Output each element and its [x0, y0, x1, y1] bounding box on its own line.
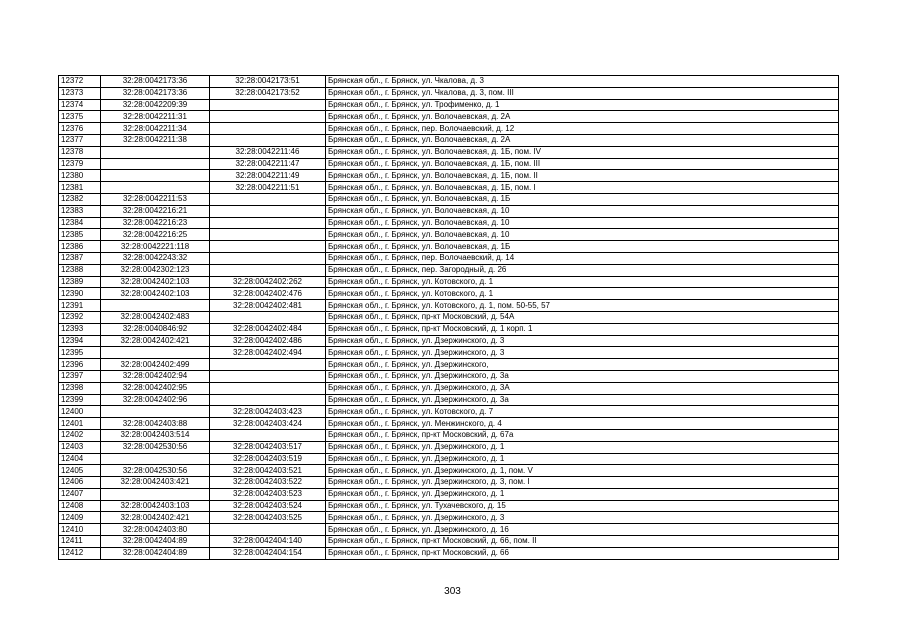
- address-cell: Брянская обл., г. Брянск, ул. Котовского, д. 1, пом. 50-55, 57: [326, 300, 839, 312]
- table-row: [59, 241, 839, 253]
- table-row: [59, 193, 839, 205]
- address-cell: Брянская обл., г. Брянск, ул. Тухачевского, д. 15: [326, 500, 839, 512]
- address-cell: Брянская обл., г. Брянск, ул. Волочаевская, д. 10: [326, 229, 839, 241]
- address-cell: Брянская обл., г. Брянск, ул. Волочаевская, д. 1Б, пом. IV: [326, 146, 839, 158]
- parcel-number-cell: 32:28:0042216:25: [101, 229, 210, 241]
- object-number-cell: 32:28:0042403:524: [210, 500, 326, 512]
- address-cell: Брянская обл., г. Брянск, ул. Дзержинского, д. 1: [326, 453, 839, 465]
- row-number-cell: 12386: [59, 241, 101, 253]
- table-row: [59, 300, 839, 312]
- address-cell: Брянская обл., г. Брянск, пр-кт Московский, д. 54А: [326, 311, 839, 323]
- object-number-cell: 32:28:0042403:423: [210, 406, 326, 418]
- parcel-number-cell: 32:28:0042211:34: [101, 123, 210, 135]
- row-number-cell: 12389: [59, 276, 101, 288]
- object-number-cell: 32:28:0042403:523: [210, 488, 326, 500]
- object-number-cell: 32:28:0042403:519: [210, 453, 326, 465]
- row-number-cell: 12380: [59, 170, 101, 182]
- table-row: [59, 276, 839, 288]
- address-cell: Брянская обл., г. Брянск, ул. Волочаевская, д. 1Б, пом. III: [326, 158, 839, 170]
- table-row: [59, 205, 839, 217]
- row-number-cell: 12385: [59, 229, 101, 241]
- parcel-number-cell: 32:28:0042211:53: [101, 193, 210, 205]
- row-number-cell: 12398: [59, 382, 101, 394]
- table-row: [59, 382, 839, 394]
- parcel-number-cell: 32:28:0042402:103: [101, 288, 210, 300]
- row-number-cell: 12405: [59, 465, 101, 477]
- table-row: [59, 146, 839, 158]
- table-row: [59, 217, 839, 229]
- object-number-cell: [210, 429, 326, 441]
- parcel-number-cell: 32:28:0040846:92: [101, 323, 210, 335]
- parcel-number-cell: 32:28:0042211:38: [101, 134, 210, 146]
- row-number-cell: 12404: [59, 453, 101, 465]
- table-row: [59, 87, 839, 99]
- object-number-cell: [210, 359, 326, 371]
- row-number-cell: 12395: [59, 347, 101, 359]
- table-row: [59, 465, 839, 477]
- object-number-cell: [210, 252, 326, 264]
- address-cell: Брянская обл., г. Брянск, ул. Волочаевская, д. 10: [326, 205, 839, 217]
- parcel-number-cell: 32:28:0042302:123: [101, 264, 210, 276]
- parcel-number-cell: [101, 146, 210, 158]
- row-number-cell: 12393: [59, 323, 101, 335]
- address-cell: Брянская обл., г. Брянск, ул. Дзержинского, д. 3а: [326, 370, 839, 382]
- address-cell: Брянская обл., г. Брянск, ул. Дзержинского, д. 3: [326, 512, 839, 524]
- parcel-number-cell: 32:28:0042402:483: [101, 311, 210, 323]
- row-number-cell: 12397: [59, 370, 101, 382]
- object-number-cell: 32:28:0042403:522: [210, 477, 326, 489]
- object-number-cell: [210, 99, 326, 111]
- object-number-cell: [210, 524, 326, 536]
- row-number-cell: 12400: [59, 406, 101, 418]
- row-number-cell: 12401: [59, 418, 101, 430]
- address-cell: Брянская обл., г. Брянск, ул. Волочаевская, д. 1Б, пом. I: [326, 182, 839, 194]
- parcel-number-cell: [101, 488, 210, 500]
- object-number-cell: 32:28:0042173:52: [210, 87, 326, 99]
- row-number-cell: 12390: [59, 288, 101, 300]
- parcel-number-cell: 32:28:0042403:88: [101, 418, 210, 430]
- parcel-number-cell: [101, 182, 210, 194]
- page-number: 303: [444, 586, 461, 597]
- table-row: [59, 229, 839, 241]
- parcel-number-cell: [101, 300, 210, 312]
- object-number-cell: 32:28:0042403:521: [210, 465, 326, 477]
- object-number-cell: [210, 229, 326, 241]
- row-number-cell: 12379: [59, 158, 101, 170]
- address-cell: Брянская обл., г. Брянск, ул. Волочаевская, д. 2А: [326, 111, 839, 123]
- address-cell: Брянская обл., г. Брянск, пр-кт Московский, д. 66, пом. II: [326, 536, 839, 548]
- table-row: [59, 406, 839, 418]
- parcel-number-cell: [101, 406, 210, 418]
- object-number-cell: [210, 241, 326, 253]
- object-number-cell: [210, 193, 326, 205]
- object-number-cell: [210, 111, 326, 123]
- object-number-cell: [210, 205, 326, 217]
- parcel-number-cell: 32:28:0042209:39: [101, 99, 210, 111]
- parcel-number-cell: 32:28:0042243:32: [101, 252, 210, 264]
- address-cell: Брянская обл., г. Брянск, ул. Чкалова, д. 3, пом. III: [326, 87, 839, 99]
- parcel-number-cell: [101, 170, 210, 182]
- object-number-cell: [210, 134, 326, 146]
- address-cell: Брянская обл., г. Брянск, ул. Котовского, д. 1: [326, 288, 839, 300]
- address-cell: Брянская обл., г. Брянск, ул. Дзержинского, д. 3: [326, 335, 839, 347]
- address-cell: Брянская обл., г. Брянск, ул. Дзержинского, д. 3А: [326, 382, 839, 394]
- address-cell: Брянская обл., г. Брянск, ул. Волочаевская, д. 1Б: [326, 241, 839, 253]
- table-row: [59, 441, 839, 453]
- object-number-cell: [210, 311, 326, 323]
- address-cell: Брянская обл., г. Брянск, пер. Загородный, д. 26: [326, 264, 839, 276]
- object-number-cell: 32:28:0042404:140: [210, 536, 326, 548]
- address-cell: Брянская обл., г. Брянск, ул. Менжинского, д. 4: [326, 418, 839, 430]
- table-row: [59, 547, 839, 559]
- parcel-number-cell: 32:28:0042216:23: [101, 217, 210, 229]
- registry-table-body: [59, 76, 839, 560]
- address-cell: Брянская обл., г. Брянск, ул. Дзержинского, д. 3а: [326, 394, 839, 406]
- table-row: [59, 264, 839, 276]
- table-row: [59, 288, 839, 300]
- address-cell: Брянская обл., г. Брянск, ул. Котовского, д. 7: [326, 406, 839, 418]
- parcel-number-cell: 32:28:0042216:21: [101, 205, 210, 217]
- row-number-cell: 12406: [59, 477, 101, 489]
- row-number-cell: 12388: [59, 264, 101, 276]
- table-row: [59, 323, 839, 335]
- row-number-cell: 12381: [59, 182, 101, 194]
- parcel-number-cell: [101, 158, 210, 170]
- row-number-cell: 12394: [59, 335, 101, 347]
- address-cell: Брянская обл., г. Брянск, пер. Волочаевский, д. 14: [326, 252, 839, 264]
- table-row: [59, 134, 839, 146]
- parcel-number-cell: 32:28:0042221:118: [101, 241, 210, 253]
- row-number-cell: 12410: [59, 524, 101, 536]
- object-number-cell: [210, 217, 326, 229]
- address-cell: Брянская обл., г. Брянск, ул. Волочаевская, д. 1Б: [326, 193, 839, 205]
- parcel-number-cell: 32:28:0042173:36: [101, 76, 210, 88]
- row-number-cell: 12383: [59, 205, 101, 217]
- parcel-number-cell: 32:28:0042403:421: [101, 477, 210, 489]
- address-cell: Брянская обл., г. Брянск, ул. Котовского, д. 1: [326, 276, 839, 288]
- object-number-cell: 32:28:0042402:262: [210, 276, 326, 288]
- parcel-number-cell: 32:28:0042402:96: [101, 394, 210, 406]
- object-number-cell: 32:28:0042403:424: [210, 418, 326, 430]
- row-number-cell: 12411: [59, 536, 101, 548]
- parcel-number-cell: 32:28:0042211:31: [101, 111, 210, 123]
- row-number-cell: 12407: [59, 488, 101, 500]
- object-number-cell: 32:28:0042173:51: [210, 76, 326, 88]
- parcel-number-cell: 32:28:0042403:514: [101, 429, 210, 441]
- object-number-cell: 32:28:0042211:51: [210, 182, 326, 194]
- parcel-number-cell: 32:28:0042402:94: [101, 370, 210, 382]
- table-row: [59, 76, 839, 88]
- object-number-cell: 32:28:0042402:481: [210, 300, 326, 312]
- row-number-cell: 12408: [59, 500, 101, 512]
- object-number-cell: 32:28:0042211:47: [210, 158, 326, 170]
- row-number-cell: 12372: [59, 76, 101, 88]
- parcel-number-cell: 32:28:0042402:499: [101, 359, 210, 371]
- row-number-cell: 12412: [59, 547, 101, 559]
- address-cell: Брянская обл., г. Брянск, ул. Дзержинского, д. 3: [326, 347, 839, 359]
- table-row: [59, 536, 839, 548]
- object-number-cell: 32:28:0042211:49: [210, 170, 326, 182]
- table-row: [59, 99, 839, 111]
- table-row: [59, 429, 839, 441]
- row-number-cell: 12402: [59, 429, 101, 441]
- parcel-number-cell: [101, 453, 210, 465]
- table-row: [59, 359, 839, 371]
- parcel-number-cell: 32:28:0042403:103: [101, 500, 210, 512]
- parcel-number-cell: 32:28:0042404:89: [101, 536, 210, 548]
- object-number-cell: [210, 123, 326, 135]
- address-cell: Брянская обл., г. Брянск, ул. Трофименко, д. 1: [326, 99, 839, 111]
- object-number-cell: 32:28:0042404:154: [210, 547, 326, 559]
- address-cell: Брянская обл., г. Брянск, ул. Волочаевская, д. 10: [326, 217, 839, 229]
- address-cell: Брянская обл., г. Брянск, ул. Дзержинского, д. 1: [326, 441, 839, 453]
- table-row: [59, 418, 839, 430]
- table-row: [59, 252, 839, 264]
- parcel-number-cell: 32:28:0042173:36: [101, 87, 210, 99]
- table-row: [59, 453, 839, 465]
- address-cell: Брянская обл., г. Брянск, ул. Дзержинского, д. 1: [326, 488, 839, 500]
- row-number-cell: 12391: [59, 300, 101, 312]
- table-row: [59, 524, 839, 536]
- address-cell: Брянская обл., г. Брянск, ул. Волочаевская, д. 1Б, пом. II: [326, 170, 839, 182]
- object-number-cell: 32:28:0042402:484: [210, 323, 326, 335]
- row-number-cell: 12377: [59, 134, 101, 146]
- row-number-cell: 12403: [59, 441, 101, 453]
- table-row: [59, 123, 839, 135]
- parcel-number-cell: 32:28:0042402:421: [101, 335, 210, 347]
- table-row: [59, 477, 839, 489]
- parcel-number-cell: 32:28:0042402:95: [101, 382, 210, 394]
- table-row: [59, 170, 839, 182]
- row-number-cell: 12373: [59, 87, 101, 99]
- address-cell: Брянская обл., г. Брянск, ул. Чкалова, д. 3: [326, 76, 839, 88]
- row-number-cell: 12387: [59, 252, 101, 264]
- row-number-cell: 12396: [59, 359, 101, 371]
- object-number-cell: [210, 394, 326, 406]
- object-number-cell: 32:28:0042403:525: [210, 512, 326, 524]
- object-number-cell: 32:28:0042403:517: [210, 441, 326, 453]
- registry-table: [58, 75, 839, 560]
- row-number-cell: 12382: [59, 193, 101, 205]
- object-number-cell: [210, 382, 326, 394]
- address-cell: Брянская обл., г. Брянск, ул. Дзержинского,: [326, 359, 839, 371]
- object-number-cell: 32:28:0042211:46: [210, 146, 326, 158]
- table-row: [59, 370, 839, 382]
- address-cell: Брянская обл., г. Брянск, пр-кт Московский, д. 67а: [326, 429, 839, 441]
- object-number-cell: [210, 264, 326, 276]
- row-number-cell: 12409: [59, 512, 101, 524]
- row-number-cell: 12378: [59, 146, 101, 158]
- parcel-number-cell: [101, 347, 210, 359]
- table-row: [59, 488, 839, 500]
- table-row: [59, 512, 839, 524]
- table-row: [59, 182, 839, 194]
- table-row: [59, 111, 839, 123]
- table-row: [59, 335, 839, 347]
- address-cell: Брянская обл., г. Брянск, ул. Волочаевская, д. 2А: [326, 134, 839, 146]
- row-number-cell: 12374: [59, 99, 101, 111]
- parcel-number-cell: 32:28:0042404:89: [101, 547, 210, 559]
- object-number-cell: [210, 370, 326, 382]
- row-number-cell: 12399: [59, 394, 101, 406]
- table-row: [59, 394, 839, 406]
- row-number-cell: 12392: [59, 311, 101, 323]
- address-cell: Брянская обл., г. Брянск, пер. Волочаевский, д. 12: [326, 123, 839, 135]
- parcel-number-cell: 32:28:0042530:56: [101, 465, 210, 477]
- row-number-cell: 12376: [59, 123, 101, 135]
- table-row: [59, 347, 839, 359]
- table-row: [59, 158, 839, 170]
- object-number-cell: 32:28:0042402:486: [210, 335, 326, 347]
- address-cell: Брянская обл., г. Брянск, пр-кт Московский, д. 66: [326, 547, 839, 559]
- row-number-cell: 12375: [59, 111, 101, 123]
- address-cell: Брянская обл., г. Брянск, пр-кт Московский, д. 1 корп. 1: [326, 323, 839, 335]
- parcel-number-cell: 32:28:0042403:80: [101, 524, 210, 536]
- object-number-cell: 32:28:0042402:494: [210, 347, 326, 359]
- table-row: [59, 311, 839, 323]
- address-cell: Брянская обл., г. Брянск, ул. Дзержинского, д. 3, пом. I: [326, 477, 839, 489]
- parcel-number-cell: 32:28:0042402:421: [101, 512, 210, 524]
- table-row: [59, 500, 839, 512]
- object-number-cell: 32:28:0042402:476: [210, 288, 326, 300]
- parcel-number-cell: 32:28:0042402:103: [101, 276, 210, 288]
- address-cell: Брянская обл., г. Брянск, ул. Дзержинского, д. 16: [326, 524, 839, 536]
- parcel-number-cell: 32:28:0042530:56: [101, 441, 210, 453]
- address-cell: Брянская обл., г. Брянск, ул. Дзержинского, д. 1, пом. V: [326, 465, 839, 477]
- row-number-cell: 12384: [59, 217, 101, 229]
